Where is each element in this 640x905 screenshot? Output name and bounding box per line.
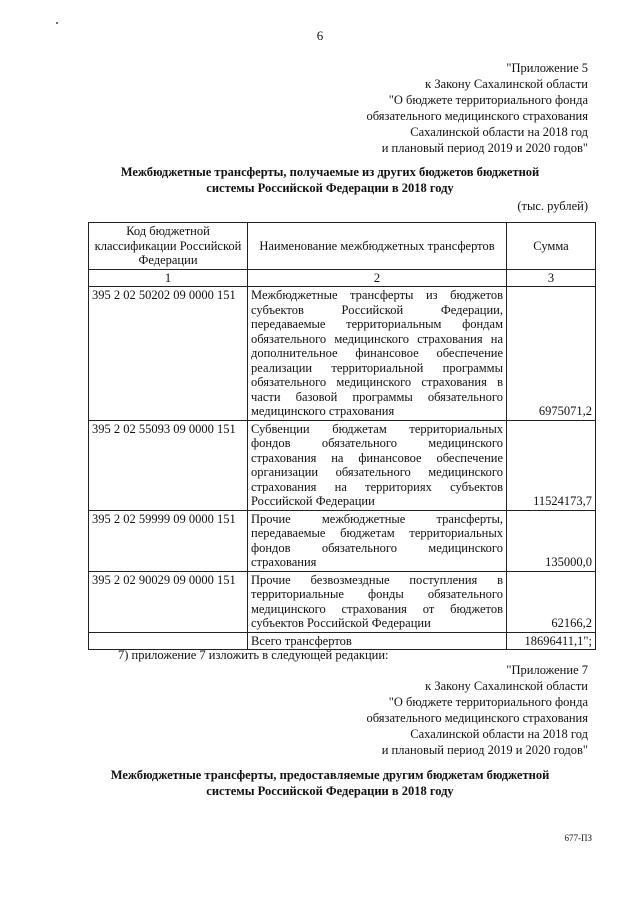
table-header-row: [89, 223, 596, 270]
header-name: Наименование межбюджетных трансфертов: [248, 223, 507, 270]
total-empty-cell: [89, 632, 248, 650]
appendix-line: "Приложение 7: [506, 663, 588, 677]
amendment-instruction: 7) приложение 7 изложить в следующей редакции:: [118, 648, 389, 662]
total-amount: 18696411,1";: [507, 632, 596, 650]
header-amount: Сумма: [507, 223, 596, 270]
appendix-line: к Закону Сахалинской области: [425, 77, 588, 91]
title-line: Межбюджетные трансферты, получаемые из других бюджетов бюджетной: [120, 165, 540, 179]
row-name: Прочие межбюджетные трансферты, передаваемые бюджетам территориальных фондов обязательного медицинского страхования: [248, 510, 507, 571]
appendix-line: обязательного медицинского страхования: [366, 711, 588, 725]
row-name: Субвенции бюджетам территориальных фондов обязательного медицинского страхования на финансовое обеспечение организации обязательного медицинского страхования на территориях субъектов Российской Федерации: [248, 420, 507, 510]
appendix-line: Сахалинской области на 2018 год: [410, 125, 588, 139]
total-label: Всего трансфертов: [248, 632, 507, 650]
title-line: системы Российской Федерации в 2018 году: [206, 181, 454, 195]
table-row: [89, 571, 596, 632]
page-number: 6: [316, 28, 324, 43]
appendix-line: Сахалинской области на 2018 год: [410, 727, 588, 741]
scan-dot: [56, 22, 58, 24]
appendix-5-reference: [366, 60, 588, 156]
row-amount: 11524173,7: [507, 420, 596, 510]
row-amount: 62166,2: [507, 571, 596, 632]
row-name: Межбюджетные трансферты из бюджетов субъектов Российской Федерации, передаваемые территориальным фондам обязательного медицинского страхования на дополнительное финансовое обеспечение реализации территориальной программы обязательного медицинского страхования в части базовой программы обязательного медицинского страхования: [248, 287, 507, 421]
document-code: 677-ПЗ: [564, 833, 592, 843]
row-amount: 135000,0: [507, 510, 596, 571]
table-row: [89, 420, 596, 510]
appendix-line: "О бюджете территориального фонда: [388, 93, 588, 107]
units-label: (тыс. рублей): [517, 199, 588, 213]
header-code: Код бюджетной классификации Российской Федерации: [89, 223, 248, 270]
table-row: [89, 510, 596, 571]
transfers-table: [88, 222, 596, 650]
row-code: 395 2 02 90029 09 0000 151: [89, 571, 248, 632]
appendix-line: и плановый период 2019 и 2020 годов": [381, 141, 588, 155]
row-code: 395 2 02 50202 09 0000 151: [89, 287, 248, 421]
column-number: 1: [89, 269, 248, 287]
row-amount: 6975071,2: [507, 287, 596, 421]
table-row: [89, 287, 596, 421]
section-title-provided: [90, 767, 570, 799]
row-name: Прочие безвозмездные поступления в территориальные фонды обязательного медицинского страхования от бюджетов субъектов Российской Федерации: [248, 571, 507, 632]
appendix-line: и плановый период 2019 и 2020 годов": [381, 743, 588, 757]
title-line: системы Российской Федерации в 2018 году: [206, 784, 454, 798]
appendix-line: "О бюджете территориального фонда: [388, 695, 588, 709]
total-row: [89, 632, 596, 650]
row-code: 395 2 02 59999 09 0000 151: [89, 510, 248, 571]
appendix-line: "Приложение 5: [506, 61, 588, 75]
appendix-line: обязательного медицинского страхования: [366, 109, 588, 123]
section-title-received: [90, 164, 570, 196]
column-number: 3: [507, 269, 596, 287]
appendix-7-reference: [366, 662, 588, 758]
column-number: 2: [248, 269, 507, 287]
appendix-line: к Закону Сахалинской области: [425, 679, 588, 693]
column-number-row: [89, 269, 596, 287]
title-line: Межбюджетные трансферты, предоставляемые другим бюджетам бюджетной: [110, 768, 550, 782]
row-code: 395 2 02 55093 09 0000 151: [89, 420, 248, 510]
